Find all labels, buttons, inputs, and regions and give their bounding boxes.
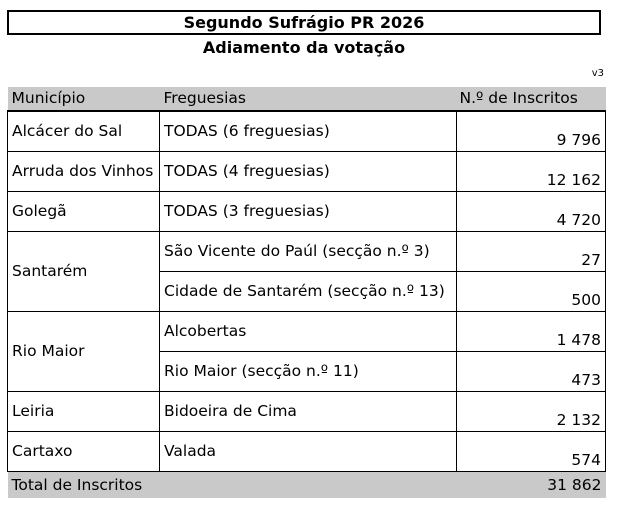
table-row [8,431,606,471]
municipio-cell: Alcácer do Sal [8,111,160,151]
inscritos-cell: 473 [457,351,606,391]
municipio-cell: Arruda dos Vinhos [8,151,160,191]
inscritos-table-container [7,87,605,498]
inscritos-cell: 27 [457,231,606,271]
table-row [8,191,606,231]
freguesia-cell: Cidade de Santarém (secção n.º 13) [160,271,457,311]
table-row [8,391,606,431]
inscritos-cell: 2 132 [457,391,606,431]
table-row [8,231,606,271]
freguesia-cell: Bidoeira de Cima [160,391,457,431]
municipio-cell: Cartaxo [8,431,160,471]
inscritos-cell: 12 162 [457,151,606,191]
municipio-cell: Santarém [8,231,160,311]
inscritos-cell: 574 [457,431,606,471]
municipio-cell: Rio Maior [8,311,160,391]
municipio-cell: Golegã [8,191,160,231]
table-row [8,151,606,191]
document-subtitle: Adiamento da votação [202,38,406,57]
freguesia-cell: TODAS (3 freguesias) [160,191,457,231]
freguesia-cell: TODAS (6 freguesias) [160,111,457,151]
header-freguesias: Freguesias [160,87,457,111]
inscritos-cell: 500 [457,271,606,311]
municipio-cell: Leiria [8,391,160,431]
freguesia-cell: São Vicente do Paúl (secção n.º 3) [160,231,457,271]
total-label: Total de Inscritos [8,471,457,498]
header-inscritos: N.º de Inscritos [457,87,606,111]
freguesia-cell: TODAS (4 freguesias) [160,151,457,191]
table-row [8,311,606,351]
table-row [8,111,606,151]
freguesia-cell: Alcobertas [160,311,457,351]
inscritos-cell: 9 796 [457,111,606,151]
document-title: Segundo Sufrágio PR 2026 [7,10,601,35]
total-value: 31 862 [457,471,606,498]
table-header-row [8,87,606,111]
inscritos-table [7,87,606,498]
header-municipio: Município [8,87,160,111]
version-label: v3 [591,68,604,79]
total-row [8,471,606,498]
freguesia-cell: Rio Maior (secção n.º 11) [160,351,457,391]
inscritos-cell: 1 478 [457,311,606,351]
inscritos-cell: 4 720 [457,191,606,231]
freguesia-cell: Valada [160,431,457,471]
